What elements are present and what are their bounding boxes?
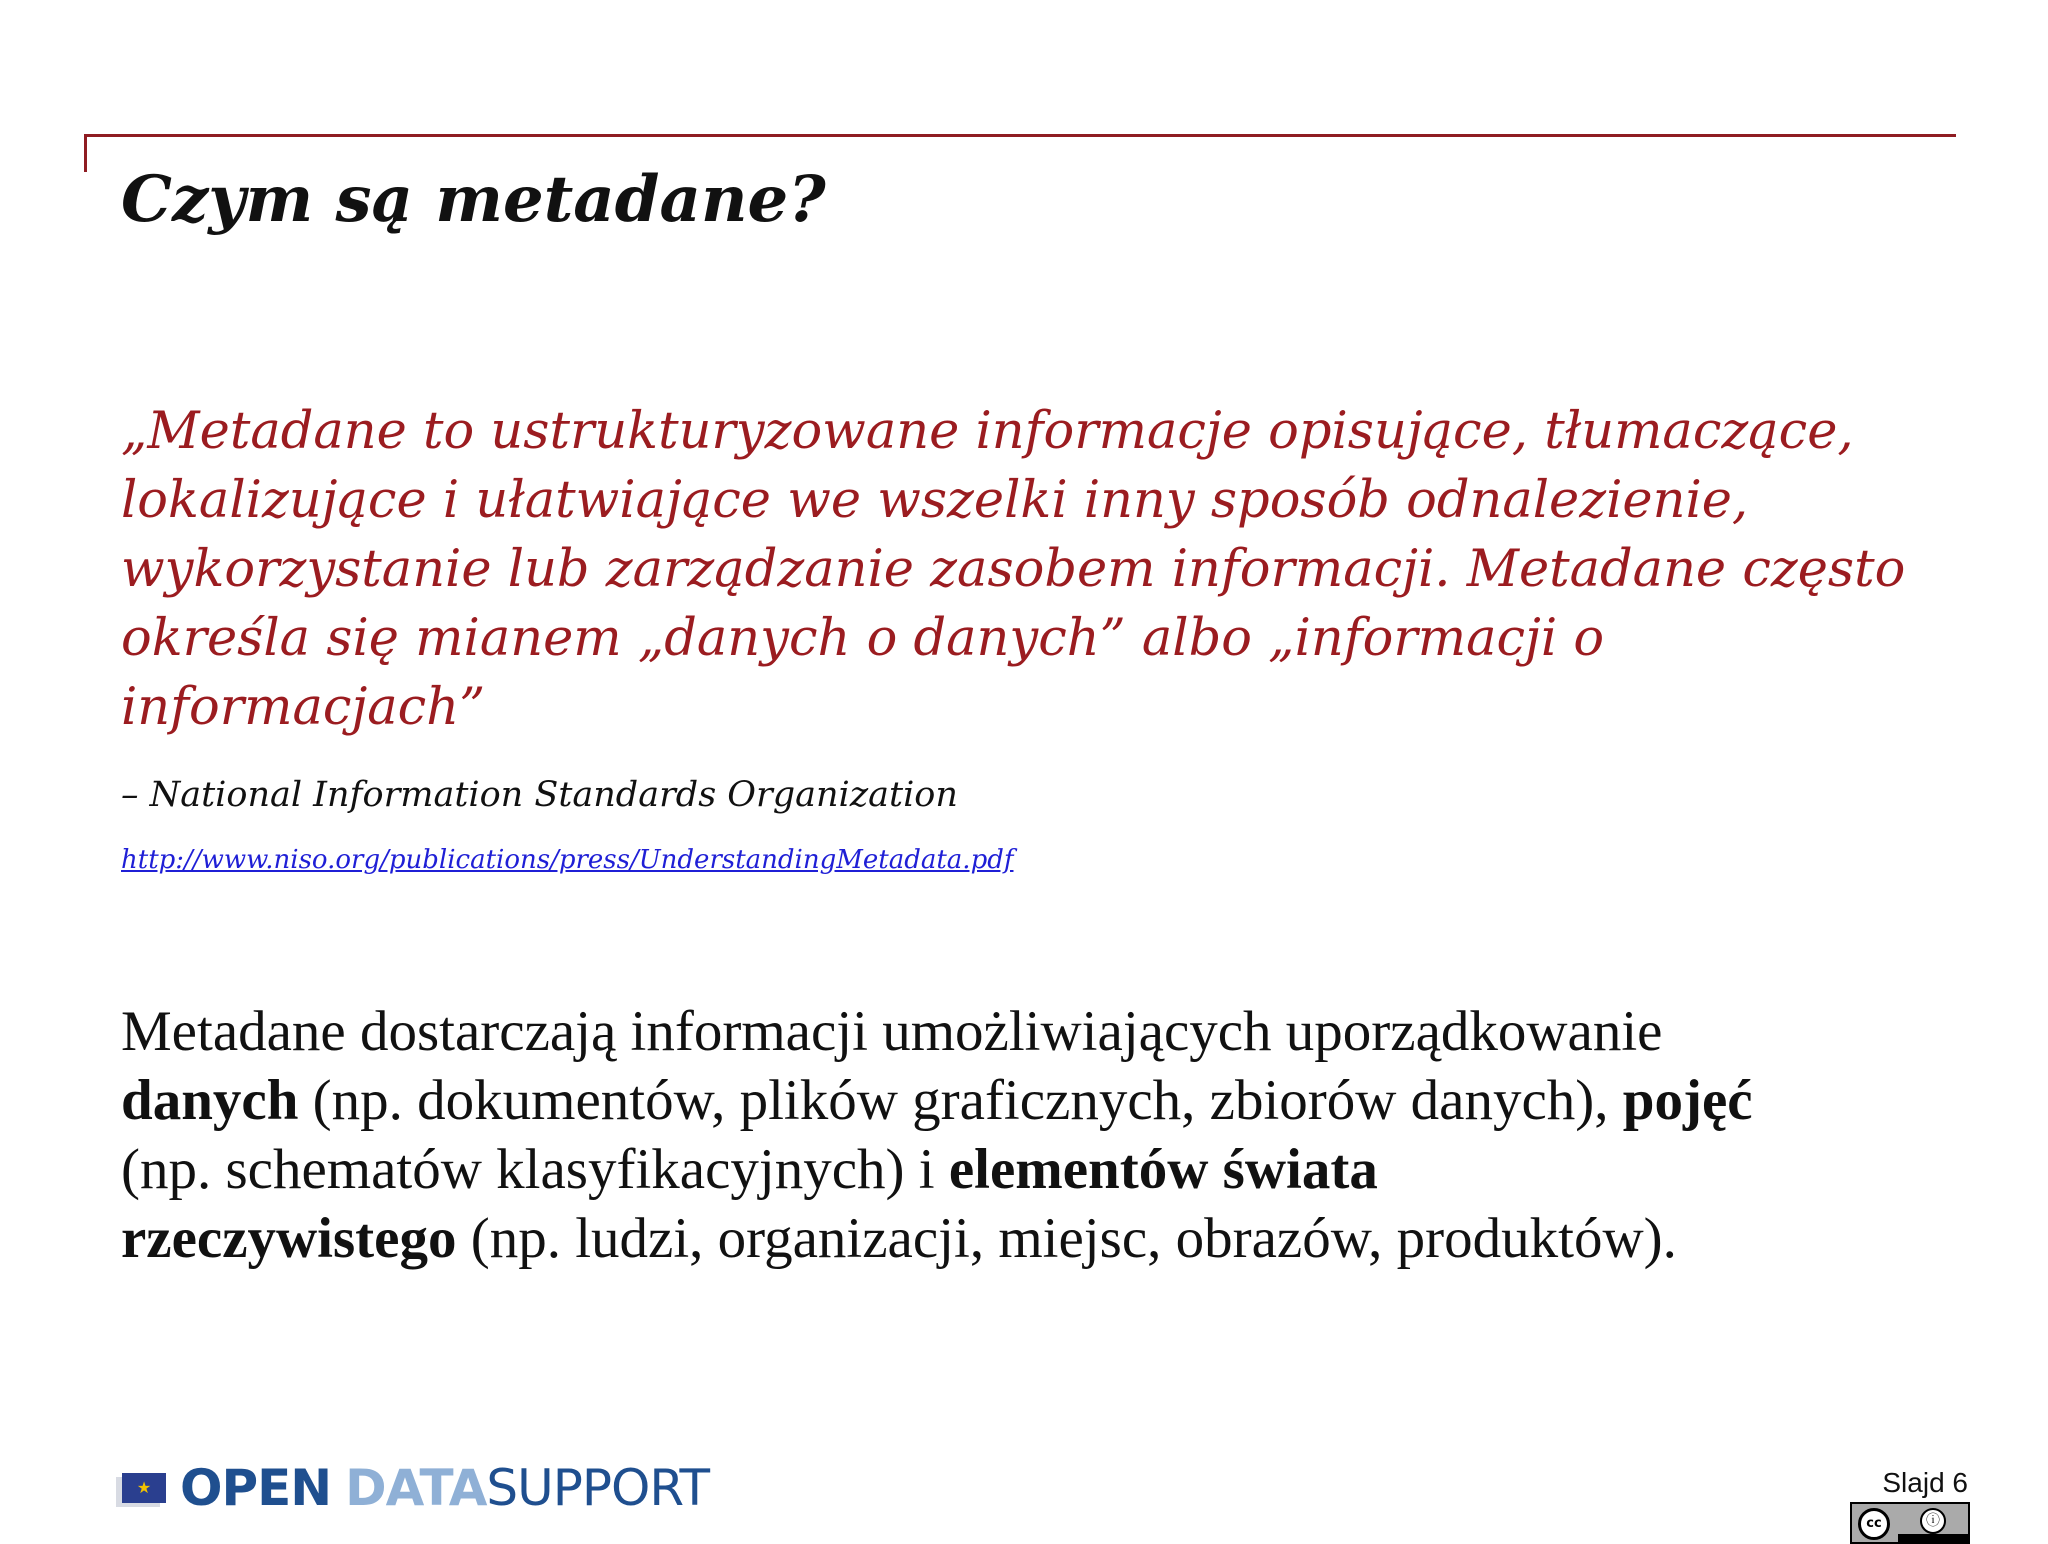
quote-attribution: – National Information Standards Organization — [121, 775, 958, 815]
bold-term-rzeczywistego: rzeczywistego — [121, 1207, 457, 1270]
body-line-2 — [121, 1066, 2021, 1135]
quote-line: lokalizujące i ułatwiające we wszelki inny sposób odnalezienie, — [121, 471, 1749, 530]
quote-line: „Metadane to ustrukturyzowane informacje opisujące, tłumaczące, — [121, 402, 1854, 461]
creative-commons-icon: cc — [1858, 1508, 1890, 1540]
license-by-band — [1898, 1534, 1970, 1542]
open-data-support-logo — [122, 1456, 709, 1520]
quote-block — [121, 397, 2011, 742]
body-text: (np. dokumentów, plików graficznych, zbiorów danych), — [298, 1069, 1623, 1132]
source-link[interactable]: http://www.niso.org/publications/press/UnderstandingMetadata.pdf — [121, 845, 1014, 875]
quote-line: określa się mianem „danych o danych” albo „informacji o — [121, 609, 1605, 668]
body-line-4 — [121, 1204, 2021, 1273]
slide-title: Czym są metadane? — [121, 162, 826, 237]
quote-line: informacjach” — [121, 678, 486, 737]
bold-term-pojec: pojęć — [1622, 1069, 1753, 1132]
bold-term-danych: danych — [121, 1069, 299, 1132]
cc-license-badge — [1850, 1502, 1970, 1544]
bold-term-elementow: elementów świata — [948, 1138, 1378, 1201]
body-paragraph — [121, 997, 2021, 1273]
slide-number: Slajd 6 — [1882, 1467, 1968, 1498]
body-line-1 — [121, 997, 2021, 1066]
title-rule-vertical — [84, 134, 87, 172]
body-line-3 — [121, 1135, 2021, 1204]
title-rule-horizontal — [84, 134, 1956, 137]
body-text: (np. ludzi, organizacji, miejsc, obrazów, produktów). — [456, 1207, 1677, 1270]
attribution-icon: ⓘ — [1920, 1508, 1946, 1534]
body-text: (np. schematów klasyfikacyjnych) i — [121, 1138, 949, 1201]
logo-open: OPEN — [180, 1459, 332, 1517]
body-text: Metadane dostarczają informacji umożliwiających uporządkowanie — [121, 1000, 1663, 1063]
logo-wordmark — [180, 1456, 709, 1520]
logo-data: DATA — [345, 1459, 487, 1517]
eu-flag-icon — [122, 1473, 166, 1503]
quote-line: wykorzystanie lub zarządzanie zasobem informacji. Metadane często — [121, 540, 1906, 599]
logo-support: SUPPORT — [486, 1459, 710, 1517]
